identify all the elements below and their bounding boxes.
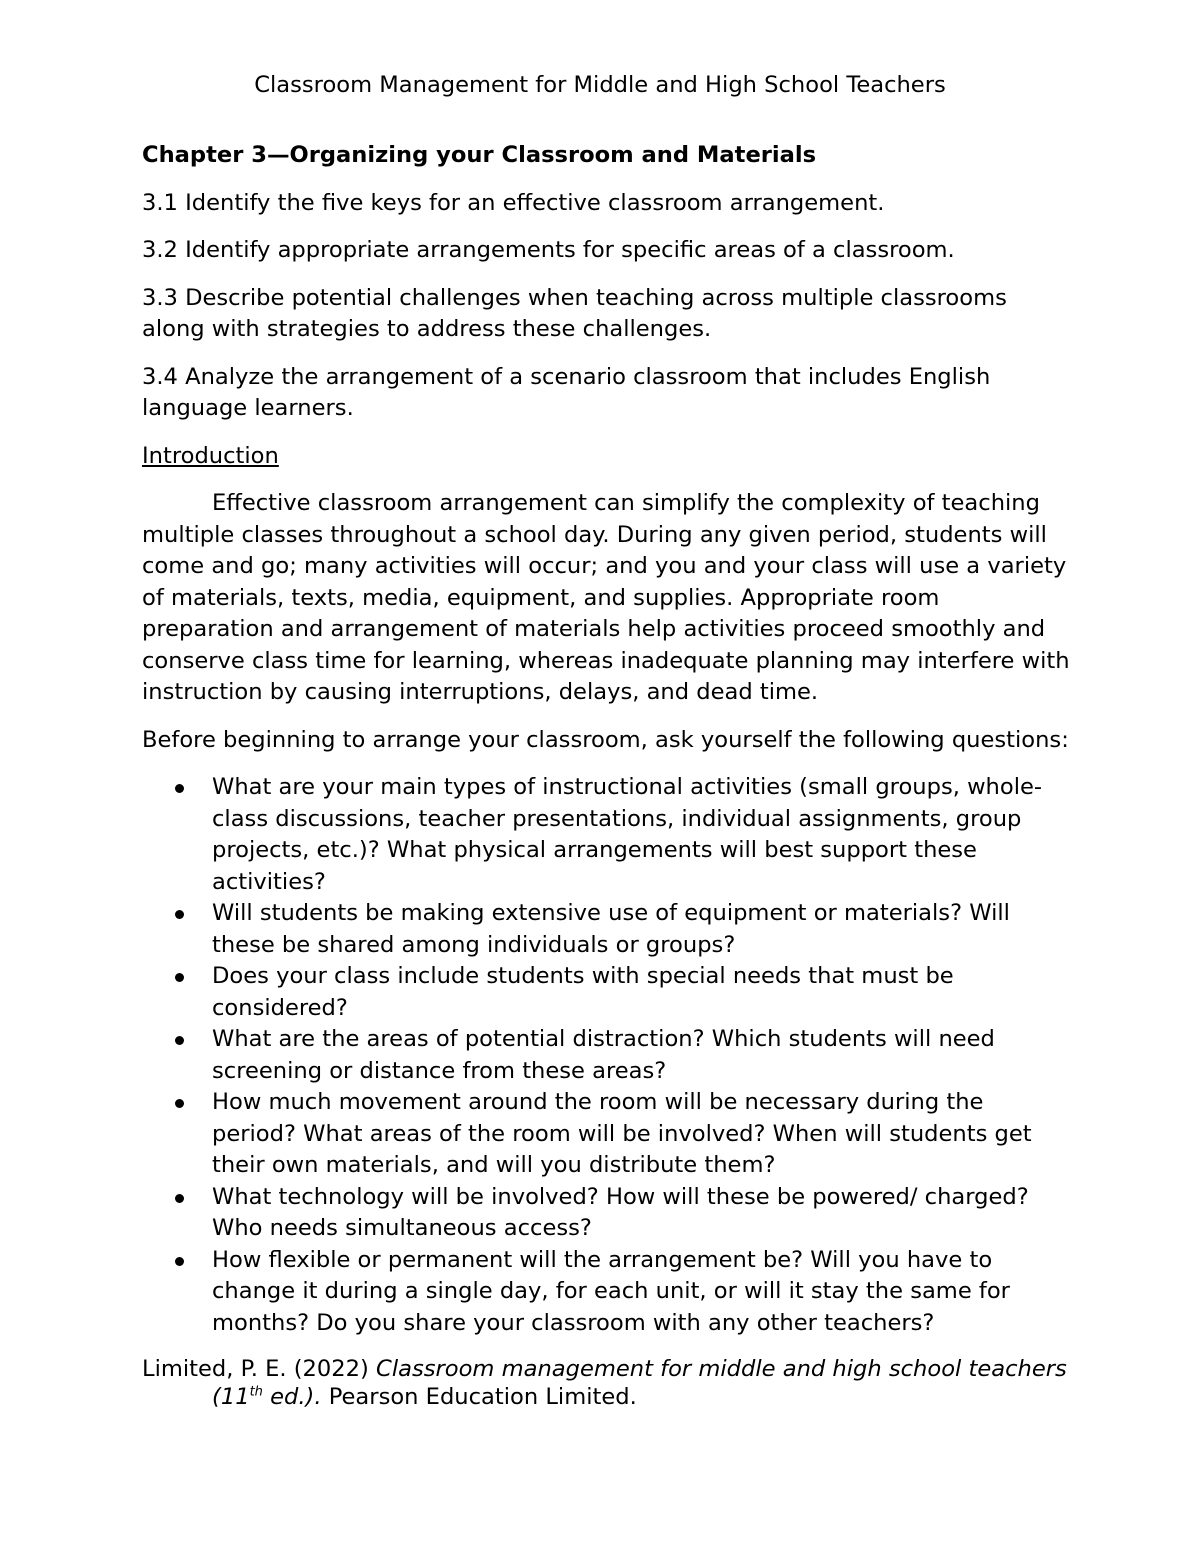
questions-lead: Before beginning to arrange your classroom, ask yourself the following questions: — [142, 726, 1069, 753]
list-item — [142, 1182, 1072, 1245]
bullet-icon — [175, 1036, 184, 1045]
question-text: Does your class include students with special needs that must be considered? — [212, 963, 954, 1021]
reference-author-year: Limited, P. E. (2022) — [142, 1356, 377, 1382]
questions-list — [142, 772, 1072, 1339]
objective-3-4: 3.4 Analyze the arrangement of a scenario classroom that includes English language learners. — [142, 363, 991, 421]
reference-title: Classroom management for middle and high school teachers (11 — [212, 1356, 1067, 1410]
question-text: What are the areas of potential distraction? Which students will need screening or distance from these areas? — [212, 1026, 995, 1084]
bullet-icon — [175, 910, 184, 919]
question-text: Will students be making extensive use of equipment or materials? Will these be shared among individuals or groups? — [212, 900, 1010, 958]
bullet-icon — [175, 973, 184, 982]
objective-3-2: 3.2 Identify appropriate arrangements for specific areas of a classroom. — [142, 237, 955, 263]
reference-edition-superscript: th — [249, 1384, 263, 1400]
list-item — [142, 1245, 1072, 1340]
bullet-icon — [175, 1257, 184, 1266]
reference-publisher: Pearson Education Limited. — [321, 1384, 637, 1410]
question-text: What are your main types of instructional activities (small groups, whole-class discussions, teacher presentations, individual assignments, group projects, etc.)? What physical arrangements will best support these activities? — [212, 774, 1043, 895]
bullet-icon — [175, 1099, 184, 1108]
reference-citation — [142, 1355, 1072, 1411]
introduction-paragraph: Effective classroom arrangement can simplify the complexity of teaching multiple classes throughout a school day. During any given period, students will come and go; many activities will occur; and you and your class will use a variety of materials, texts, media, equipment, and supplies. Appropriate room preparation and arrangement of materials help activities proceed smoothly and conserve class time for learning, whereas inadequate planning may interfere with instruction by causing interruptions, delays, and dead time. — [142, 490, 1070, 705]
chapter-title: Chapter 3—Organizing your Classroom and Materials — [142, 142, 817, 168]
page-header: Classroom Management for Middle and High School Teachers — [254, 72, 946, 98]
question-text: How flexible or permanent will the arrangement be? Will you have to change it during a single day, for each unit, or will it stay the same for months? Do you share your classroom with any other teachers? — [212, 1246, 1010, 1336]
list-item — [142, 1087, 1072, 1182]
list-item — [142, 898, 1072, 961]
list-item — [142, 961, 1072, 1024]
bullet-icon — [175, 1194, 184, 1203]
list-item — [142, 1024, 1072, 1087]
reference-title-end: ed.). — [262, 1384, 322, 1410]
question-text: What technology will be involved? How will these be powered/ charged? Who needs simultaneous access? — [212, 1183, 1029, 1241]
objective-3-3: 3.3 Describe potential challenges when teaching across multiple classrooms along with strategies to address these challenges. — [142, 284, 1007, 342]
list-item — [142, 772, 1072, 898]
bullet-icon — [175, 784, 184, 793]
objective-3-1: 3.1 Identify the five keys for an effective classroom arrangement. — [142, 189, 885, 216]
document-body — [142, 140, 1072, 1411]
introduction-heading: Introduction — [142, 442, 279, 469]
question-text: How much movement around the room will be necessary during the period? What areas of the room will be involved? When will students get their own materials, and will you distribute them? — [212, 1089, 1032, 1178]
